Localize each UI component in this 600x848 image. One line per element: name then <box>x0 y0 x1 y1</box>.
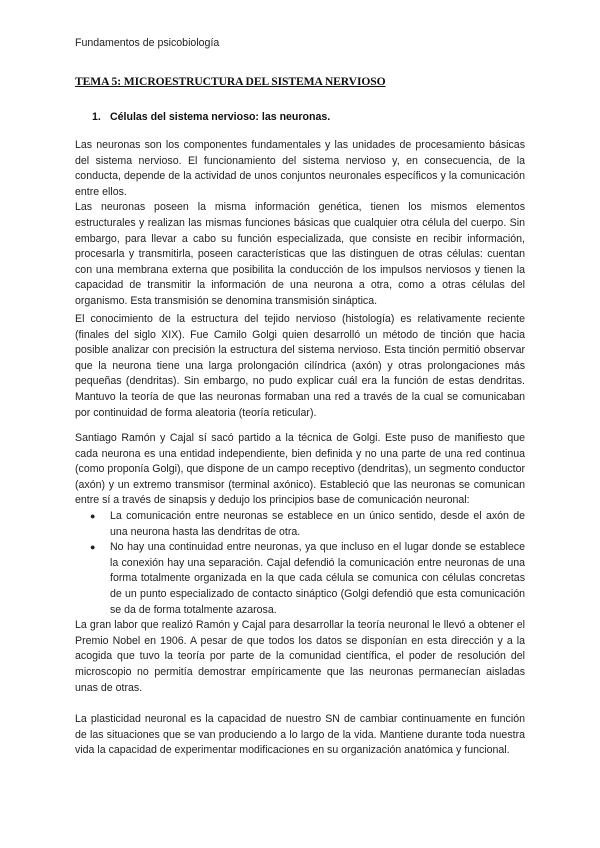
list-item <box>75 509 525 540</box>
paragraph: La gran labor que realizó Ramón y Cajal para desarrollar la teoría neuronal le llevó a obtener el Premio Nobel en 1906. A pesar de que todos los datos se disponían en esta dirección y a la acogida que tuvo la teoría por parte de la comunidad científica, el poder de resolución del microscopio no permitía demostrar empíricamente que las neuronas permanecían aisladas unas de otras. <box>75 619 525 694</box>
bullet-list <box>75 509 525 618</box>
text-block-intro <box>75 138 525 310</box>
list-item-text: La comunicación entre neuronas se establece en un único sentido, desde el axón de una neurona hasta las dendritas de otra. <box>110 509 525 538</box>
paragraph: El conocimiento de la estructura del tejido nervioso (histología) es relativamente reciente (finales del siglo XIX). Fue Camilo Golgi quien desarrolló un método de tinción que hacia posible analizar con precisión la estructura del sistema nervioso. Esta tinción permitió observar que la neurona tiene una larga prolongación cilíndrica (axón) y otras prolongaciones más pequeñas (dendritas). Sin embargo, no pudo explicar cuál era la función de estas dendritas. Mantuvo la teoría de que las neuronas formaban una red a través de la cual se comunicaban por continuidad de forma aleatoria (teoría reticular). <box>75 313 525 419</box>
page-header: Fundamentos de psicobiología <box>75 37 220 49</box>
paragraph: La plasticidad neuronal es la capacidad de nuestro SN de cambiar continuamente en función de las situaciones que se van produciendo a lo largo de la vida. Mantiene durante toda nuestra vida la capacidad de experimentar modificaciones en su organización anatómica y funcional. <box>75 713 525 757</box>
bullet-icon: ● <box>90 510 96 521</box>
section-heading <box>92 111 330 123</box>
page-title: TEMA 5: MICROESTRUCTURA DEL SISTEMA NERVIOSO <box>75 75 386 88</box>
paragraph: Santiago Ramón y Cajal sí sacó partido a la técnica de Golgi. Este puso de manifiesto que cada neurona es una entidad independiente, bien definida y no una parte de una red continua (como proponía Golgi), que dispone de un campo receptivo (dendritas), un segmento conductor (axón) y un extremo transmisor (terminal axónico). Estableció que las neuronas se comunican entre sí a través de sinapsis y dedujo los principios base de comunicación neuronal: <box>75 432 525 507</box>
paragraph: Las neuronas poseen la misma información genética, tienen los mismos elementos estructurales y realizan las mismas funciones básicas que cualquier otra célula del cuerpo. Sin embargo, para llevar a cabo su función especializada, que consiste en recibir información, procesarla y transmitirla, poseen características que las distinguen de otras células: cuentan con una membrana externa que posibilita la conducción de los impulsos nerviosos y tienen la capacidad de transmitir la información de una neurona a otra, como a otras células del organismo. Esta transmisión se denomina transmisión sináptica. <box>75 201 525 307</box>
section-heading-text: Células del sistema nervioso: las neuronas. <box>110 111 331 123</box>
bullet-icon: ● <box>90 542 96 553</box>
text-block-golgi <box>75 312 525 421</box>
text-block-cajal <box>75 431 525 696</box>
paragraph: Las neuronas son los componentes fundamentales y las unidades de procesamiento básicas del sistema nervioso. El funcionamiento del sistema nervioso y, en consecuencia, de la conducta, depende de la actividad de unos conjuntos neuronales específicos y la comunicación entre ellos. <box>75 139 525 198</box>
section-number: 1. <box>92 111 101 123</box>
text-block-plasticity <box>75 712 525 759</box>
list-item-text: No hay una continuidad entre neuronas, ya que incluso en el lugar donde se establece la conexión hay una separación. Cajal defendió la comunicación entre neuronas de una forma totalmente organizada en la que cada célula se comunica con células concretas de un punto especializado de contacto sináptico (Golgi defendió que esta comunicación se da de forma totalmente azarosa. <box>110 541 525 616</box>
list-item <box>75 540 525 618</box>
